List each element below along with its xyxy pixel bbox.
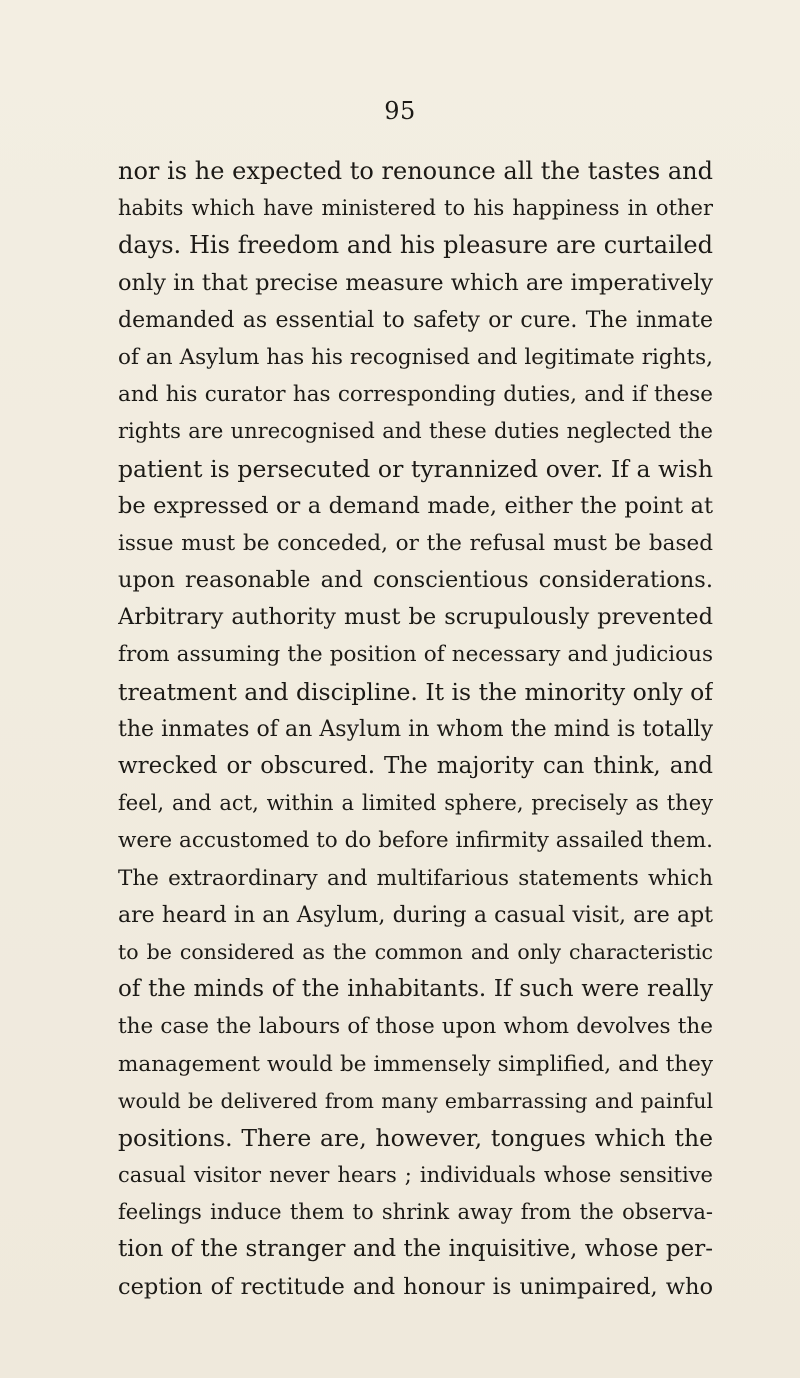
text-line: habits which have ministered to his happiness in other <box>118 196 713 221</box>
text-line: management would be immensely simplified, and they <box>118 1051 713 1077</box>
text-line: nor is he expected to renounce all the tastes and <box>118 157 713 185</box>
text-line: rights are unrecognised and these duties neglected the <box>118 419 713 444</box>
text-line: from assuming the position of necessary and judicious <box>118 642 713 668</box>
text-line: the inmates of an Asylum in whom the mind is totally <box>118 716 713 742</box>
text-line: are heard in an Asylum, during a casual visit, are apt <box>118 902 713 928</box>
text-line: feelings induce them to shrink away from the observa- <box>118 1200 713 1225</box>
text-line: and his curator has corresponding duties, and if these <box>118 382 713 408</box>
text-line: to be considered as the common and only characteristic <box>118 939 713 964</box>
text-line: casual visitor never hears ; individuals whose sensitive <box>118 1163 713 1188</box>
text-line: issue must be conceded, or the refusal must be based <box>118 530 713 556</box>
text-line: the case the labours of those upon whom devolves the <box>118 1014 713 1040</box>
text-line: demanded as essential to safety or cure. The inmate <box>118 307 713 333</box>
text-line: ception of rectitude and honour is unimpaired, who <box>118 1273 713 1300</box>
text-line: would be delivered from many embarrassing and painful <box>118 1088 713 1113</box>
text-line: treatment and discipline. It is the minority only of <box>118 677 713 706</box>
text-line: only in that precise measure which are imperatively <box>118 269 713 296</box>
text-line: upon reasonable and conscientious considerations. <box>118 567 713 594</box>
text-line: The extraordinary and multifarious statements which <box>118 865 713 891</box>
text-line: tion of the stranger and the inquisitive, whose per- <box>118 1236 713 1263</box>
text-line: patient is persecuted or tyrannized over. If a wish <box>118 454 713 483</box>
text-line: were accustomed to do before infirmity assailed them. <box>118 828 713 854</box>
text-line: Arbitrary authority must be scrupulously prevented <box>118 604 713 631</box>
text-line: of the minds of the inhabitants. If such were really <box>118 976 713 1003</box>
text-line: positions. There are, however, tongues which the <box>118 1123 713 1152</box>
page-number: 95 <box>384 97 416 125</box>
text-line: wrecked or obscured. The majority can think, and <box>118 753 713 779</box>
text-line: feel, and act, within a limited sphere, precisely as they <box>118 791 713 816</box>
text-line: of an Asylum has his recognised and legitimate rights, <box>118 344 713 370</box>
body-text <box>118 153 713 1306</box>
text-line: days. His freedom and his pleasure are curtailed <box>118 231 713 260</box>
text-line: be expressed or a demand made, either the point at <box>118 492 713 519</box>
